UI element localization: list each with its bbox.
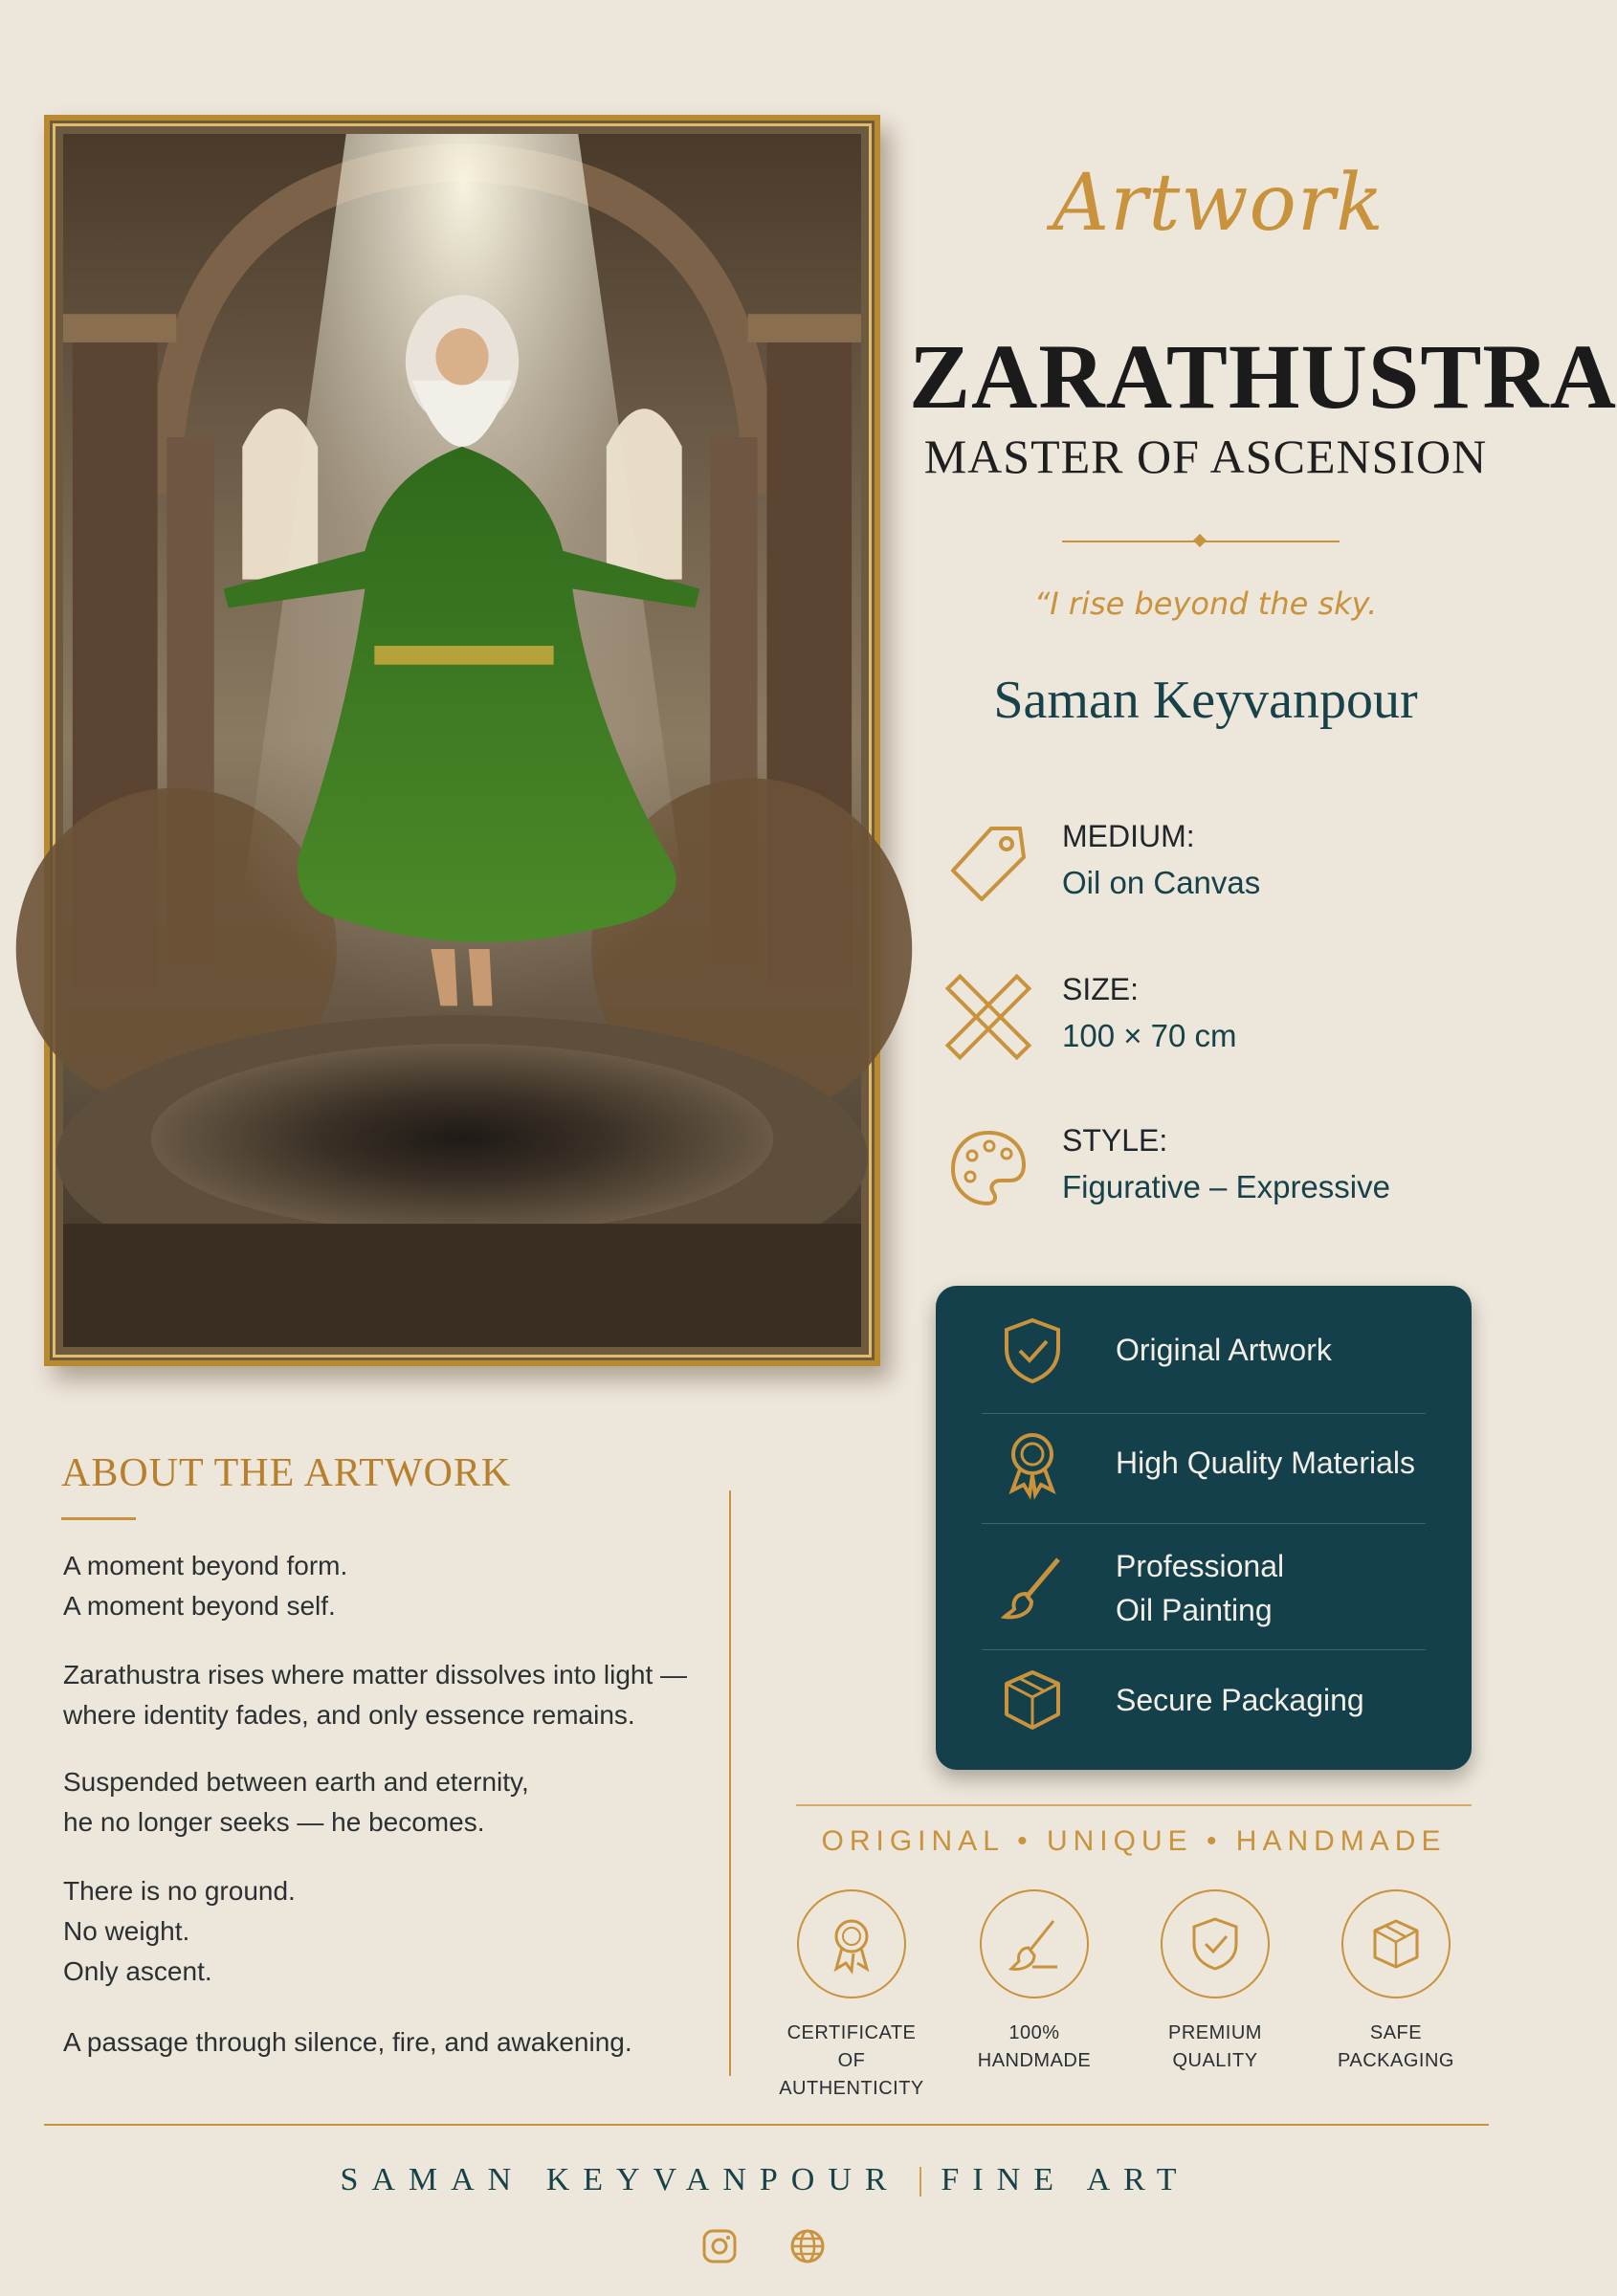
spec-size: [947, 972, 1483, 1077]
badge-certificate: [770, 1889, 933, 2103]
footer-fine-art: FINE ART: [941, 2162, 1190, 2197]
badge-line1: PREMIUM: [1168, 2022, 1262, 2043]
feature-label: Secure Packaging: [1116, 1683, 1364, 1717]
about-line: A moment beyond self.: [63, 1591, 336, 1621]
artwork-subtitle: MASTER OF ASCENSION: [923, 430, 1488, 483]
globe-icon[interactable]: [788, 2227, 827, 2265]
footer-separator: |: [917, 2162, 924, 2197]
vertical-divider: [729, 1490, 731, 2076]
about-line: No weight.: [63, 1916, 190, 1946]
brush-icon: [999, 1554, 1066, 1621]
feature-label: High Quality Materials: [1116, 1446, 1415, 1480]
about-paragraph: [63, 1546, 723, 1626]
artwork-painting: [63, 134, 861, 1347]
about-underline: [61, 1517, 136, 1520]
badge-line1: SAFE: [1369, 2022, 1423, 2043]
features-card: [936, 1286, 1472, 1770]
shield-check-icon: [1186, 1915, 1244, 1973]
feature-divider: [982, 1523, 1426, 1524]
badge-circle: [980, 1889, 1089, 1998]
footer-artist: SAMAN KEYVANPOUR: [340, 2162, 900, 2197]
about-heading: ABOUT THE ARTWORK: [61, 1451, 512, 1495]
badge-packaging: [1315, 1889, 1477, 2075]
feature-label: Original Artwork: [1116, 1333, 1332, 1367]
badge-circle: [1341, 1889, 1451, 1998]
badge-line1: 100%: [1008, 2022, 1060, 2043]
about-paragraph: [63, 1762, 723, 1843]
badge-line1: CERTIFICATE: [786, 2022, 917, 2043]
spec-label: MEDIUM:: [1062, 819, 1195, 853]
feature-label-line2: Oil Painting: [1116, 1593, 1273, 1627]
badge-text: [953, 2020, 1116, 2075]
feature-divider: [982, 1413, 1426, 1414]
spec-value: Figurative – Expressive: [1062, 1169, 1390, 1204]
about-line: A moment beyond form.: [63, 1551, 348, 1580]
about-line: where identity fades, and only essence remains.: [63, 1700, 635, 1730]
box-icon: [1367, 1915, 1425, 1973]
palette-icon: [947, 1127, 1030, 1209]
badges-divider: [796, 1804, 1472, 1806]
badge-text: [1315, 2020, 1477, 2075]
tagline: ORIGINAL • UNIQUE • HANDMADE: [821, 1825, 1447, 1857]
badge-line2: HANDMADE: [977, 2050, 1092, 2071]
about-line: A passage through silence, fire, and awakening.: [63, 2027, 632, 2057]
tag-icon: [947, 823, 1030, 905]
feature-label-line1: Professional: [1116, 1549, 1285, 1583]
about-line: Suspended between earth and eternity,: [63, 1767, 529, 1797]
badge-circle: [1161, 1889, 1270, 1998]
instagram-icon[interactable]: [700, 2227, 739, 2265]
badge-premium: [1134, 1889, 1296, 2075]
badge-line2: PACKAGING: [1338, 2050, 1454, 2071]
about-line: There is no ground.: [63, 1876, 296, 1906]
spec-style: [947, 1123, 1483, 1228]
about-paragraph: [63, 1871, 723, 1992]
script-heading: Artwork: [1052, 158, 1384, 249]
badge-line2: OF AUTHENTICITY: [779, 2050, 924, 2099]
artwork-quote: “I rise beyond the sky.: [1033, 585, 1378, 622]
about-line: he no longer seeks — he becomes.: [63, 1807, 485, 1837]
artist-name: Saman Keyvanpour: [993, 671, 1418, 730]
badge-line2: QUALITY: [1172, 2050, 1258, 2071]
badge-text: [770, 2020, 933, 2103]
badge-circle: [797, 1889, 906, 1998]
about-line: Zarathustra rises where matter dissolves into light —: [63, 1660, 688, 1689]
badge-text: [1134, 2020, 1296, 2075]
spec-label: SIZE:: [1062, 972, 1140, 1006]
hand-brush-icon: [1006, 1915, 1063, 1973]
ruler-icon: [947, 976, 1030, 1058]
box-icon: [999, 1667, 1066, 1733]
artwork-frame: [44, 115, 880, 1366]
spec-label: STYLE:: [1062, 1123, 1168, 1158]
spec-medium: [947, 819, 1483, 924]
spec-value: 100 × 70 cm: [1062, 1018, 1237, 1053]
badge-handmade: [953, 1889, 1116, 2075]
divider-diamond: [1193, 534, 1207, 547]
spec-value: Oil on Canvas: [1062, 865, 1261, 900]
ribbon-icon: [823, 1915, 880, 1973]
shield-check-icon: [999, 1316, 1066, 1383]
footer-divider: [44, 2124, 1489, 2126]
about-line: Only ascent.: [63, 1956, 212, 1986]
about-paragraph: [63, 1655, 723, 1735]
about-paragraph: [63, 2022, 723, 2063]
feature-label: [1116, 1544, 1284, 1632]
artwork-title: ZARATHUSTRA: [909, 325, 1617, 428]
footer-brand: [0, 2162, 1530, 2198]
award-icon: [999, 1429, 1066, 1496]
feature-divider: [982, 1649, 1426, 1650]
